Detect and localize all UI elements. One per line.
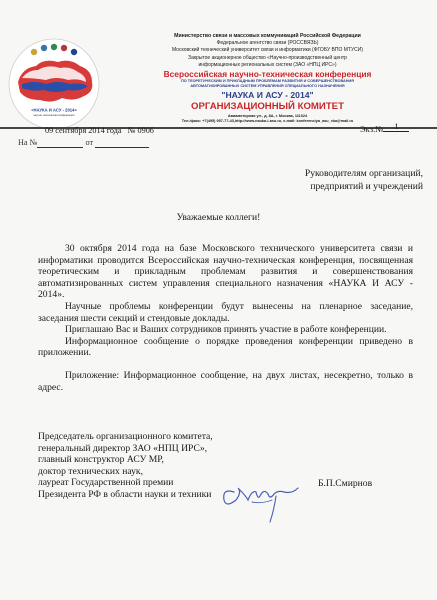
addressee-line-2: предприятий и учреждений [310,180,423,192]
copy-label: Экз.№ [360,124,384,134]
signatory-block [38,431,213,501]
company-line: Закрытое акционерное общество «Научно-производственный центр [188,55,347,61]
signatory-name: Б.П.Смирнов [318,478,373,489]
addressee-line-1: Руководителям организаций, [304,168,423,179]
conference-title: Всероссийская научно-техническая конференция [163,69,372,79]
paragraph-3: Приглашаю Вас и Ваших сотрудников принять участие в работе конференции. [65,324,387,336]
ref-date-blank [95,138,149,148]
company-line-2: информационных региональных систем (ЗАО «НПЦ ИРС») [198,62,337,68]
signatory-line-6: Президента РФ в области науки и техники [38,488,212,500]
ref-from-label: от [85,138,94,147]
conference-subtitle-1: ПО ТЕОРЕТИЧЕСКИМ И ПРИКЛАДНЫМ ПРОБЛЕМАМ РАЗВИТИЯ И СОВЕРШЕНСТВОВАНИЯ [181,79,354,83]
paragraph-1: 30 октября 2014 года на базе Московского технического университета связи и информатики проводится Всероссийская научно-техническая конференция, посвященная теоретическим и прикладным проблемам развития и совершенствования автоматизированных систем управления специального назначения «НАУКА И АСУ - 2014». [38,243,413,301]
signatory-line-2: генеральный директор ЗАО «НПЦ ИРС», [38,442,208,454]
conference-logo [8,38,100,130]
ministry-line: Министерство связи и массовых коммуникаций Российской Федерации [174,33,361,39]
attachment-note: Приложение: Информационное сообщение, на двух листах, несекретно, только в адрес. [38,369,413,393]
greeting: Уважаемые коллеги! [176,212,261,223]
signatory-line-5: лауреат Государственной премии [38,477,174,489]
registration-date: 09 сентября 2014 года [45,126,122,135]
letter-body [38,243,413,393]
copy-number: 1 [383,121,409,132]
logo-subtitle: научно-техническая конференция [33,114,75,117]
handwritten-signature [212,470,302,525]
paragraph-2: Научные проблемы конференции будут вынесены на пленарное заседание, заседания шести секций и стендовые доклады. [38,300,413,324]
university-line: Московский технический университет связи и информатики (ФГОБУ ВПО МТУСИ) [171,47,364,53]
paragraph-4: Информационное сообщение о порядке проведения конференции приведено в приложении. [38,335,413,359]
logo-title: «НАУКА И АСУ - 2014» [31,107,77,113]
addressee [245,168,423,193]
reference-line [18,138,149,148]
outgoing-registration [45,126,154,135]
agency-line: Федеральное агентство связи (РОССВЯЗЬ) [216,40,319,46]
conference-name: "НАУКА И АСУ - 2014" [221,90,314,100]
copy-number-field [360,121,409,135]
contacts-line: Тел./факс: +7(495) 957-77-43,http://www.nauka-i-asu.ru, e-mail: konferenciya_asu_vka@mail.ru [181,119,354,123]
organizing-committee: ОРГАНИЗАЦИОННЫЙ КОМИТЕТ [191,101,344,112]
registration-number: № 0906 [127,126,154,135]
signatory-line-4: доктор технических наук, [38,465,143,477]
ref-number-blank [37,138,83,148]
address-line: Авиамоторная ул., д. 8А, г. Москва, 111024 [227,114,308,118]
ref-label: На № [18,138,38,147]
signatory-line-1: Председатель организационного комитета, [38,431,213,442]
signatory-line-3: главный конструктор АСУ МР, [38,454,164,466]
conference-subtitle-2: АВТОМАТИЗИРОВАННЫХ СИСТЕМ УПРАВЛЕНИЯ СПЕЦИАЛЬНОГО НАЗНАЧЕНИЯ [190,84,345,88]
